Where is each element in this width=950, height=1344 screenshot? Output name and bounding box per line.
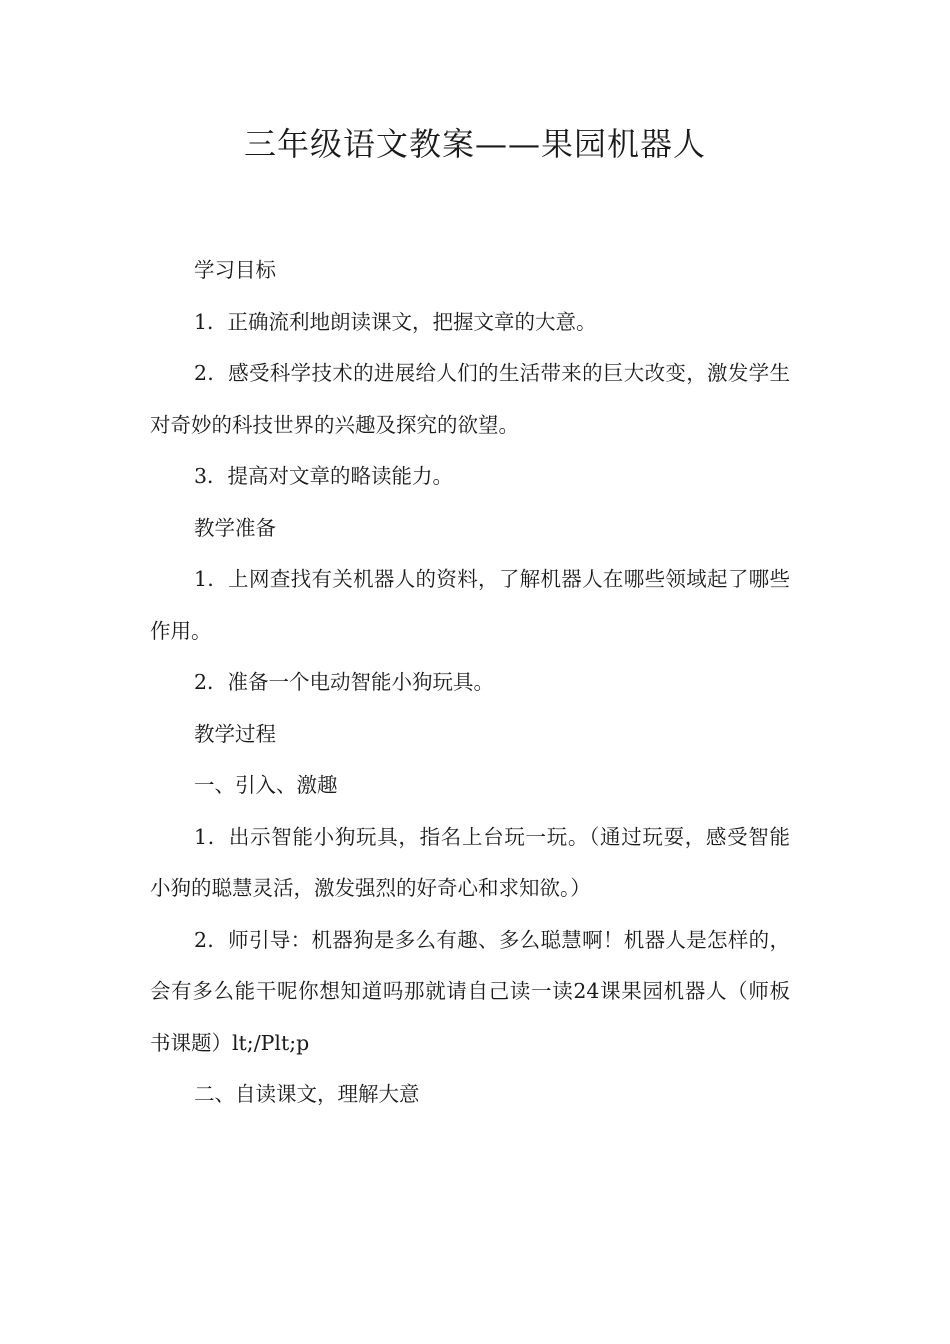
process-step-heading-2: 二、自读课文，理解大意 <box>194 1082 420 1106</box>
objective-item-2: 2．感受科学技术的进展给人们的生活带来的巨大改变，激发学生对奇妙的科技世界的兴趣及探究的欲望。 <box>150 361 790 437</box>
preparation-item-2: 2．准备一个电动智能小狗玩具。 <box>194 670 495 694</box>
objective-item-1: 1．正确流利地朗读课文，把握文章的大意。 <box>194 309 597 334</box>
process-item-1: 1．出示智能小狗玩具，指名上台玩一玩。（通过玩耍，感受智能小狗的聪慧灵活，激发强烈的好奇心和求知欲。） <box>150 824 790 900</box>
objective-item-3: 3．提高对文章的略读能力。 <box>194 464 454 488</box>
process-item-2: 2．师引导：机器狗是多么有趣、多么聪慧啊！机器人是怎样的，会有多么能干呢你想知道吗那就请自己读一读24课果园机器人（师板书课题）lt;/Plt;p <box>150 927 790 1055</box>
section-heading-process: 教学过程 <box>194 721 276 746</box>
document-title: 三年级语文教案——果园机器人 <box>243 125 706 163</box>
section-heading-preparation: 教学准备 <box>194 515 276 540</box>
preparation-item-1: 1．上网查找有关机器人的资料，了解机器人在哪些领域起了哪些作用。 <box>150 567 790 643</box>
section-heading-objectives: 学习目标 <box>194 258 276 282</box>
document-body <box>150 245 790 1121</box>
process-step-heading-1: 一、引入、激趣 <box>194 773 338 797</box>
